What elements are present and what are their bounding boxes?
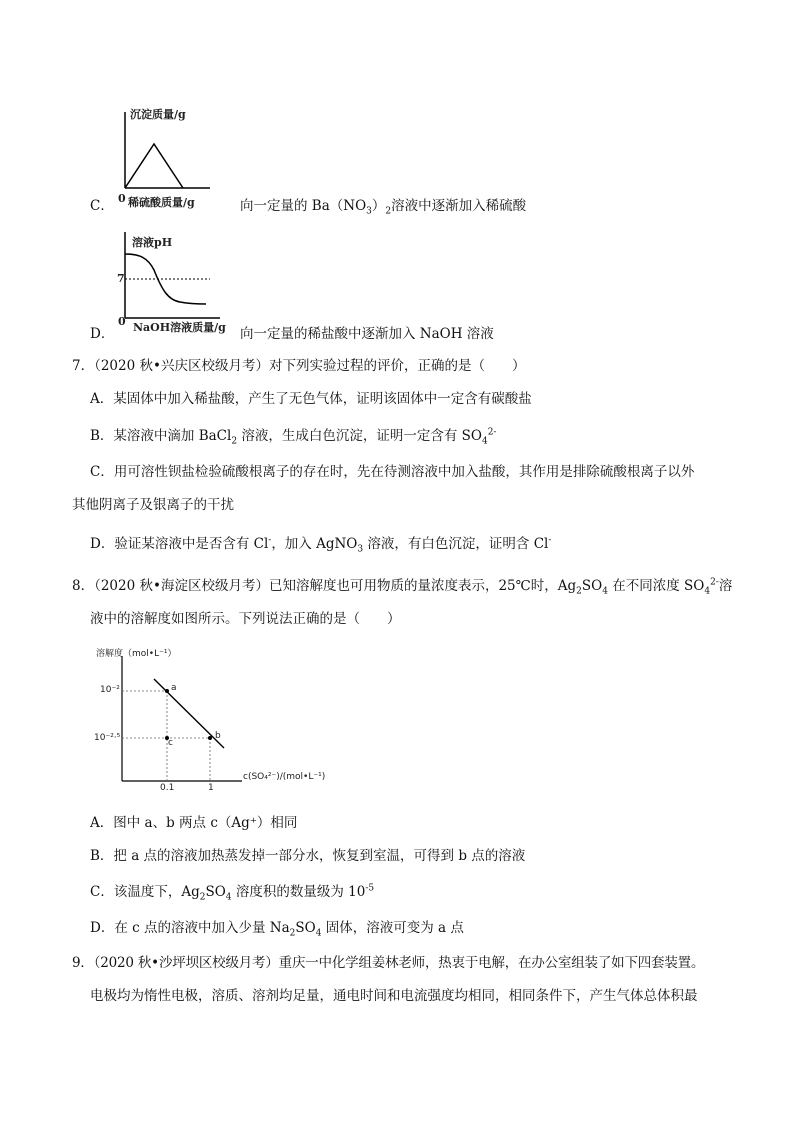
option-c-letter: C．: [90, 198, 114, 214]
graph-c-ylabel: 沉淀质量/g: [130, 108, 186, 121]
graph-d-ylabel: 溶液pH: [132, 236, 173, 249]
q7-option-c-line1: C．用可溶性钡盐检验硫酸根离子的存在时，先在待测溶液中加入盐酸，其作用是排除硫酸根离子以外: [90, 464, 695, 480]
q7-option-a: A．某固体中加入稀盐酸，产生了无色气体，证明该固体中一定含有碳酸盐: [90, 391, 532, 407]
q7-stem: 7．（2020 秋•兴庆区校级月考）对下列实验过程的评价，正确的是（ ）: [72, 358, 526, 374]
q8-option-d: D．在 c 点的溶液中加入少量 $Na_2SO_4$ 固体，溶液可变为 a 点: [90, 920, 464, 939]
curve: [125, 144, 183, 188]
point-b: [208, 736, 212, 740]
q9-stem-line1: 9．（2020 秋•沙坪坝区校级月考）重庆一中化学组姜林老师，热衷于电解，在办公室组装了如下四套装置。: [72, 955, 705, 971]
graph-c-origin: 0: [118, 192, 126, 205]
q8-option-a: A．图中 a、b 两点 c（Ag⁺）相同: [90, 815, 298, 831]
ytick-2: 10⁻²·⁵: [94, 733, 121, 743]
solubility-line: [154, 679, 224, 748]
graph-d-origin: 0: [118, 315, 126, 328]
label-c: c: [168, 738, 173, 748]
q7-option-c-line2: 其他阴离子及银离子的干扰: [72, 497, 234, 513]
q9-stem-line2: 电极均为惰性电极，溶质、溶剂均足量，通电时间和电流强度均相同，相同条件下，产生气体总体积最: [90, 988, 698, 1004]
q7-option-b: B．某溶液中滴加 BaCl$_2$ 溶液，生成白色沉淀，证明一定含有 $SO_4^{2-}$: [90, 427, 497, 447]
q8-option-b: B．把 a 点的溶液加热蒸发掉一部分水，恢复到室温，可得到 b 点的溶液: [90, 848, 526, 864]
xtick-1: 0.1: [160, 783, 175, 793]
option-d-text: 向一定量的稀盐酸中逐渐加入 NaOH 溶液: [240, 326, 494, 342]
q8-stem-line2: 液中的溶解度如图所示。下列说法正确的是（ ）: [90, 611, 401, 627]
graph-d-xlabel: NaOH溶液质量/g: [133, 321, 226, 334]
point-a: [165, 689, 169, 693]
ytick-1: 10⁻²: [100, 685, 120, 695]
q8-option-c: C．该温度下，$Ag_2SO_4$ 溶度积的数量级为 $10^{-5}$: [90, 883, 375, 903]
q8-stem-line1: 8．（2020 秋•海淀区校级月考）已知溶解度也可用物质的量浓度表示，25℃时，$Ag_2SO_4$ 在不同浓度 $SO_4^{2-}$溶: [72, 577, 733, 597]
q7-option-d: D．验证某溶液中是否含有 Cl-，加入 AgNO$_3$ 溶液，有白色沉淀，证明含 Cl-: [90, 535, 552, 555]
xtick-2: 1: [208, 783, 214, 793]
solubility-ylabel: 溶解度（mol•L⁻¹）: [96, 649, 177, 659]
graph-d-tick7: 7: [117, 272, 125, 285]
graph-c-xlabel: 稀硫酸质量/g: [128, 196, 195, 209]
option-c-text: 向一定量的 $Ba(NO_3)_2$溶液中逐渐加入稀硫酸: [240, 198, 527, 217]
option-d-letter: D．: [90, 326, 115, 342]
label-a: a: [171, 683, 177, 693]
label-b: b: [215, 731, 221, 741]
solubility-xlabel: c(SO₄²⁻)/(mol•L⁻¹): [243, 772, 326, 782]
